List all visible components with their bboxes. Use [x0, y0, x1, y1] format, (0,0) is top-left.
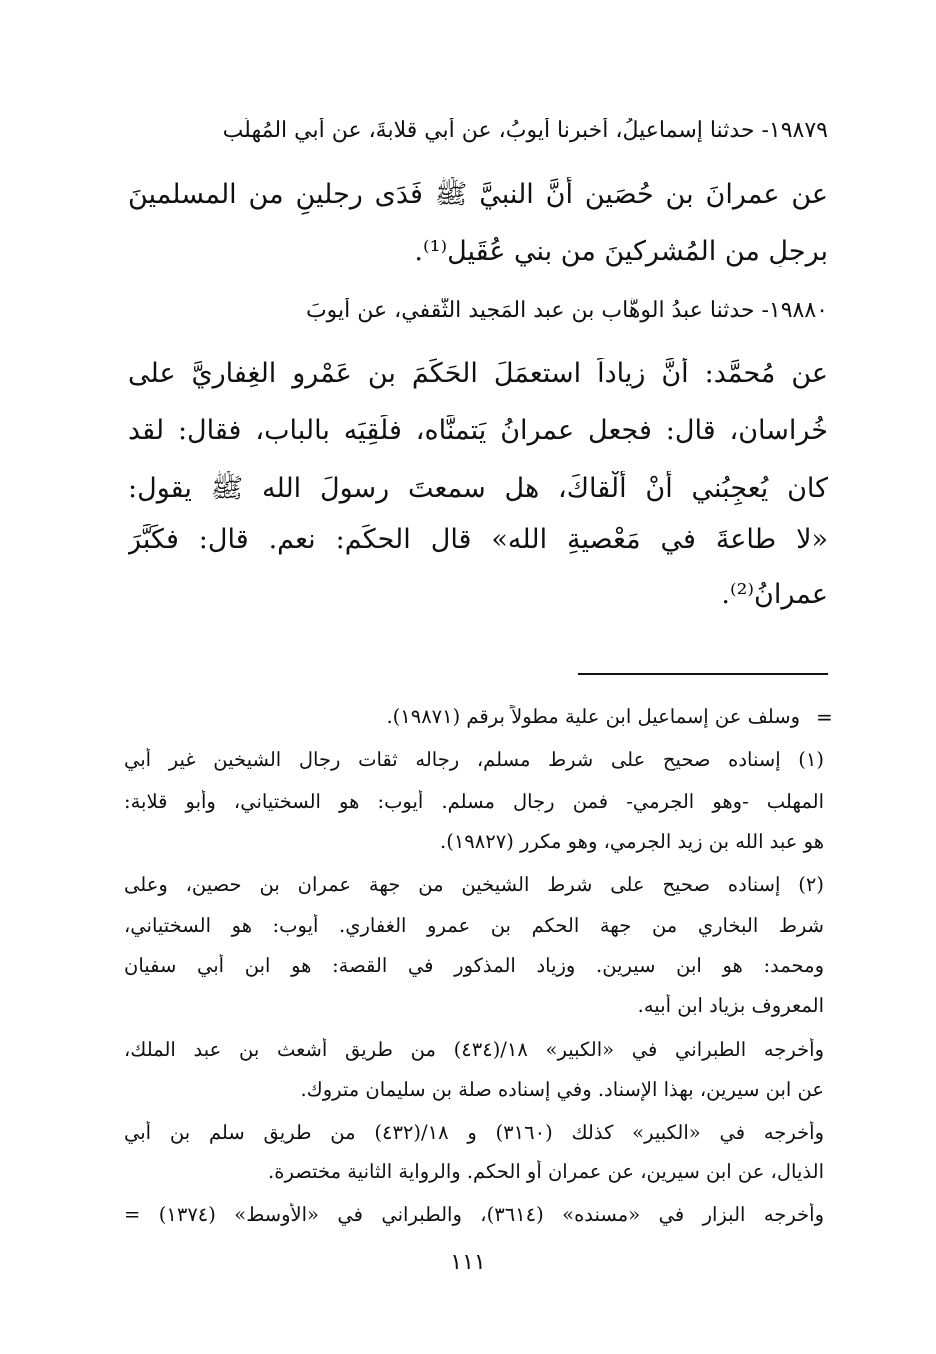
footnote-2-line: الذيال، عن ابن سيرين، عن عمران أو الحكم. والرواية الثانية مختصرة.: [268, 1160, 824, 1183]
footnote-2-line: وأخرجه البزار في «مسنده» (٣٦١٤)، والطبراني في «الأوسط» (١٣٧٤) =: [124, 1203, 824, 1226]
hadith-19879-text-line: عن عمرانَ بن حُصَين أنَّ النبيَّ ﷺ فَدَى رجلينِ من المسلمينَ: [128, 179, 828, 210]
hadith-19880-header: ١٩٨٨٠- حدثنا عبدُ الوهَّاب بن عبد المَجيد الثَّقفي، عن أيوبَ: [305, 298, 828, 323]
footnote-1-line: هو عبد الله بن زيد الجرمي، وهو مكرر (١٩٨٢٧).: [440, 830, 824, 853]
hadith-19880-text-line: عمرانُ⁽²⁾.: [721, 579, 828, 610]
footnote-2-line: ومحمد: هو ابن سيرين. وزياد المذكور في القصة: هو ابن أبي سفيان: [124, 954, 824, 977]
footnote-continuation: وسلف عن إسماعيل ابن علية مطولاً برقم (١٩٨٧١).: [386, 705, 800, 728]
hadith-19880-text-line: «لا طاعةَ في مَعْصيةِ الله» قال الحكَم: نعم. قال: فكَبَّرَ: [128, 524, 828, 555]
footnote-1-line: (١) إسناده صحيح على شرط مسلم، رجاله ثقات رجال الشيخين غير أبي: [124, 748, 824, 771]
page-number: ١١١: [450, 1250, 486, 1275]
hadith-19880-text-line: عن مُحمَّد: أنَّ زياداً استعمَلَ الحَكَمَ بن عَمْرو الغِفاريَّ على: [128, 358, 828, 389]
footnote-2-line: شرط البخاري من جهة الحكم بن عمرو الغفاري. أيوب: هو السختياني،: [124, 914, 824, 937]
hadith-19880-text-line: خُراسان، قال: فجعل عمرانُ يَتمنَّاه، فلَقِيَه بالباب، فقال: لقد: [128, 415, 828, 446]
hadith-19879-header: ١٩٨٧٩- حدثنا إسماعيلُ، أخبرنا أيوبُ، عن أبي قلابةَ، عن أبي المُهلَّب: [222, 118, 828, 143]
footnote-2-line: وأخرجه في «الكبير» كذلك (٣١٦٠) و ١٨/(٤٣٢) من طريق سلم بن أبي: [124, 1121, 824, 1144]
footnote-2-line: المعروف بزياد ابن أبيه.: [637, 994, 824, 1017]
footnote-1-line: المهلب -وهو الجرمي- فمن رجال مسلم. أيوب: هو السختياني، وأبو قلابة:: [124, 790, 824, 813]
continuation-mark: =: [816, 705, 833, 729]
footnote-2-line: عن ابن سيرين، بهذا الإسناد. وفي إسناده صلة بن سليمان متروك.: [300, 1078, 824, 1101]
hadith-19879-text-line: برجلٍ من المُشركينَ من بني عُقَيل⁽¹⁾.: [414, 236, 828, 267]
hadith-19880-text-line: كان يُعجِبُني أنْ ألْقاكَ، هل سمعتَ رسولَ الله ﷺ يقول:: [128, 473, 828, 504]
footnote-2-line: (٢) إسناده صحيح على شرط الشيخين من جهة عمران بن حصين، وعلى: [124, 873, 824, 896]
footnote-2-line: وأخرجه الطبراني في «الكبير» ١٨/(٤٣٤) من طريق أشعث بن عبد الملك،: [124, 1038, 824, 1061]
footnote-separator: [578, 673, 828, 675]
